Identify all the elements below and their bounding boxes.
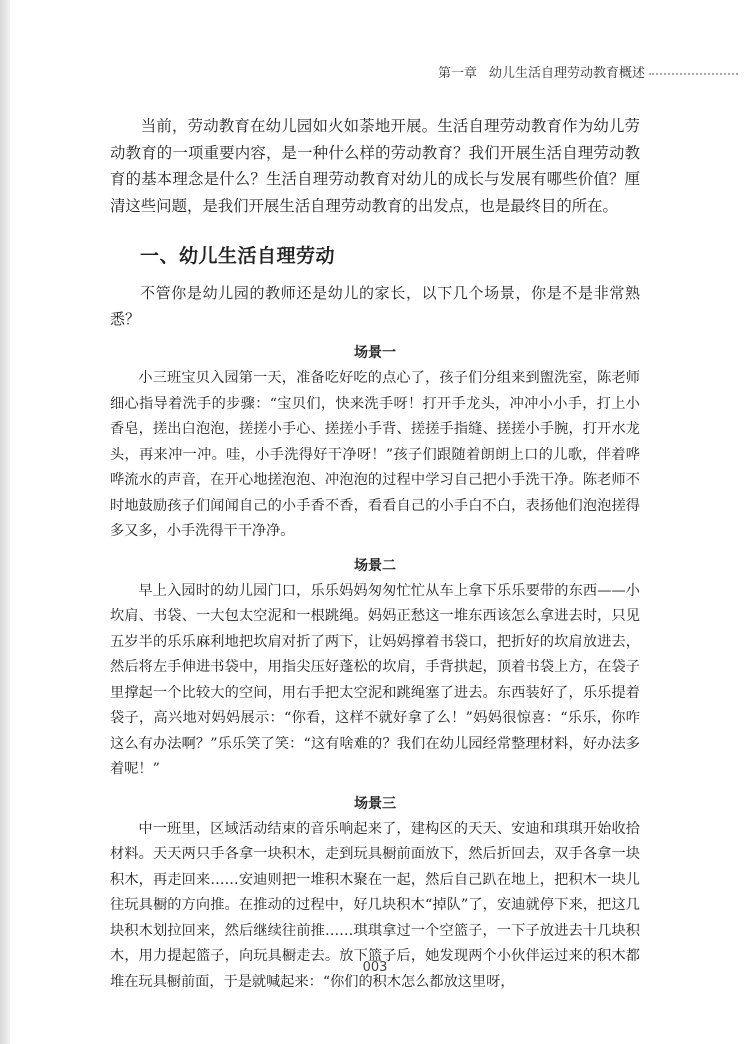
scene-1: [110, 342, 640, 545]
scene-2: [110, 555, 640, 783]
page-number: 003: [362, 960, 388, 975]
intro-paragraph: 当前，劳动教育在幼儿园如火如荼地开展。生活自理劳动教育作为幼儿劳动教育的一项重要内容，是一种什么样的劳动教育？我们开展生活自理劳动教育的基本理念是什么？生活自理劳动教育对幼儿的成长与发展有哪些价值？厘清这些问题，是我们开展生活自理劳动教育的出发点，也是最终目的所在。: [110, 117, 640, 215]
scene-text: 中一班里，区域活动结束的音乐响起来了，建构区的天天、安迪和琪琪开始收拾材料。天天两只手各拿一块积木，走到玩具橱前面放下，然后折回去，双手各拿一块积木，再走回来……安迪则把一堆积木聚在一起，然后自己趴在地上，把积木一块儿往玩具橱的方向推。在推动的过程中，好几块积木“掉队”了，安迪就停下来，把这几块积木划拉回来，然后继续往前推……琪琪拿过一个空篮子，一下子放进去十几块积木，用力提起篮子，向玩具橱走去。放下篮子后，她发现两个小伙伴运过来的积木都堆在玩具橱前面，于是就喊起来：“你们的积木怎么都放这里呀，: [110, 820, 640, 990]
lead-paragraph: 不管你是幼儿园的教师还是幼儿的家长，以下几个场景，你是不是非常熟悉？: [110, 284, 640, 328]
leader-dots: [649, 72, 738, 75]
chapter-label: 第一章: [438, 66, 478, 81]
running-head: [438, 62, 738, 81]
section-heading: 一、幼儿生活自理劳动: [140, 245, 336, 267]
page-content: [110, 113, 640, 995]
scene-text: 小三班宝贝入园第一天，准备吃好吃的点心了，孩子们分组来到盥洗室，陈老师细心指导着洗手的步骤：“宝贝们，快来洗手呀！打开手龙头，冲冲小小手，打上小香皂，搓出白泡泡，搓搓小手心、搓搓小手背、搓搓手指缝、搓搓小手腕，打开水龙头，再来冲一冲。哇，小手洗得好干净呀！”孩子们跟随着朗朗上口的儿歌，伴着哗哗流水的声音，在开心地搓泡泡、冲泡泡的过程中学习自己把小手洗干净。陈老师不时地鼓励孩子们闻闻自己的小手香不香，看看自己的小手白不白，表扬他们泡泡搓得多又多，小手洗得干干净净。: [110, 370, 640, 539]
scene-text: 早上入园时的幼儿园门口，乐乐妈妈匆匆忙忙从车上拿下乐乐要带的东西——小坎肩、书袋、一大包太空泥和一根跳绳。妈妈正愁这一堆东西该怎么拿进去时，只见五岁半的乐乐麻利地把坎肩对折了两下，让妈妈撑着书袋口，把折好的坎肩放进去，然后将左手伸进书袋中，用指尖压好蓬松的坎肩，手背拱起，顶着书袋上方，在袋子里撑起一个比较大的空间，用右手把太空泥和跳绳塞了进去。东西装好了，乐乐提着袋子，高兴地对妈妈展示：“你看，这样不就好拿了么！”妈妈很惊喜：“乐乐，你咋这么有办法啊？”乐乐笑了笑：“这有啥难的？我们在幼儿园经常整理材料，好办法多着呢！”: [110, 582, 640, 777]
scene-title: 场景二: [354, 557, 396, 574]
scene-title: 场景三: [354, 795, 396, 812]
page-edge-shadow: [0, 0, 10, 1044]
chapter-title: 幼儿生活自理劳动教育概述: [489, 66, 646, 81]
scene-title: 场景一: [354, 345, 396, 361]
